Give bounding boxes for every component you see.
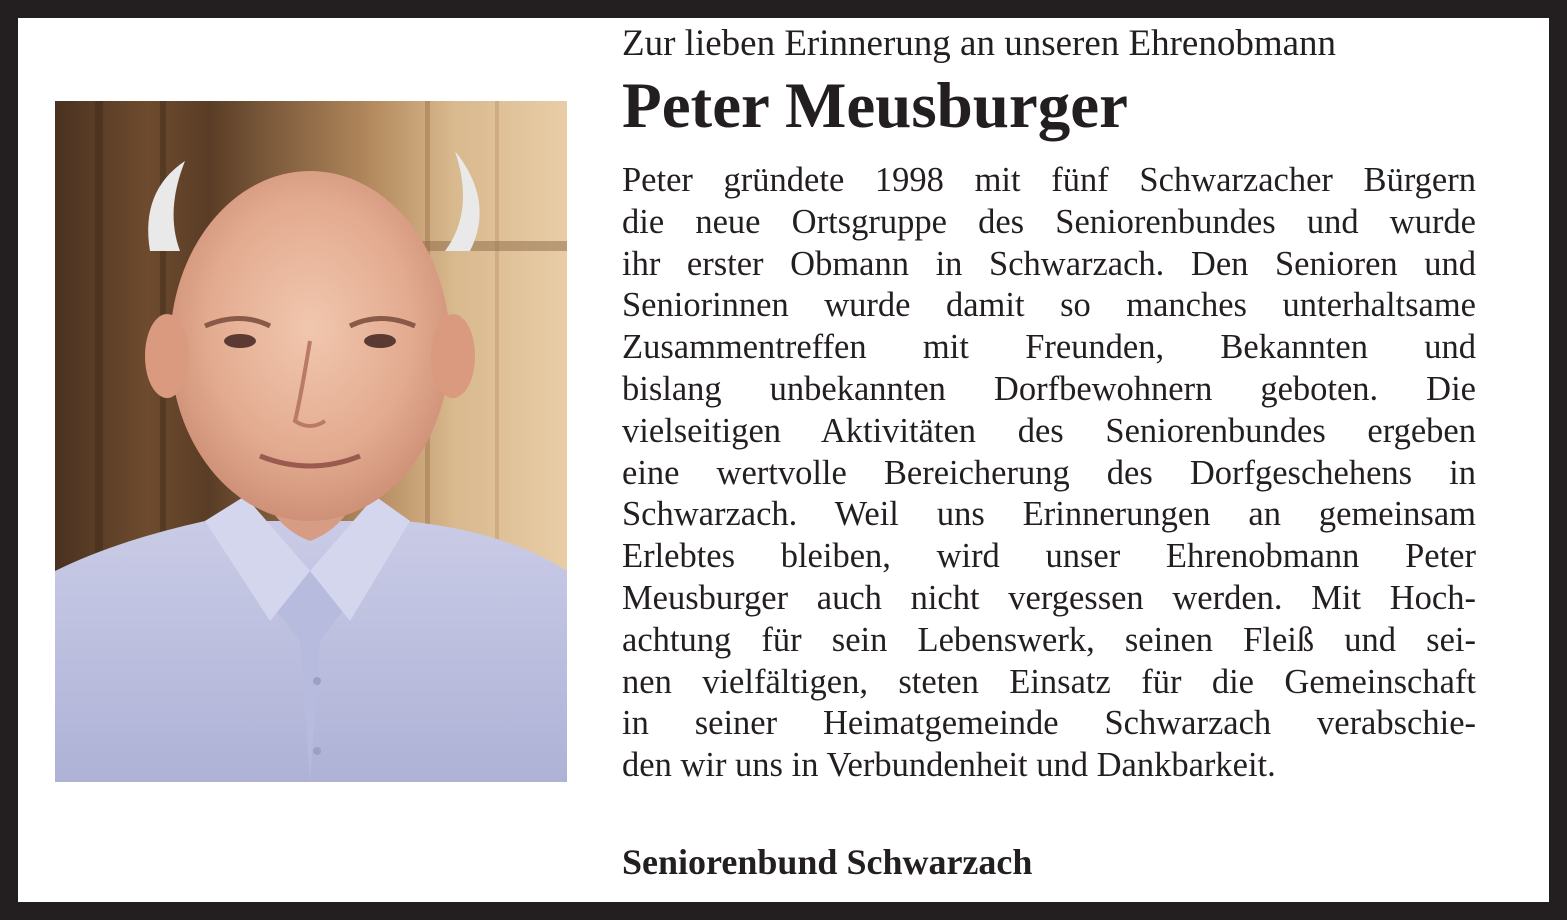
notice-text-column <box>622 22 1476 787</box>
deceased-name: Peter Meusburger <box>622 70 1128 142</box>
notice-body <box>622 160 1476 787</box>
body-line: Zusammentreffen mit Freunden, Bekannten und <box>622 328 1476 367</box>
body-line: Meusburger auch nicht vergessen werden. Mit Hoch- <box>622 578 1476 617</box>
body-line: vielseitigen Aktivitäten des Seniorenbundes ergeben <box>622 411 1476 450</box>
body-line: bislang unbekannten Dorfbewohnern geboten. Die <box>622 369 1476 408</box>
body-line: die neue Ortsgruppe des Seniorenbundes und wurde <box>622 202 1476 241</box>
body-line: ihr erster Obmann in Schwarzach. Den Senioren und <box>622 244 1476 283</box>
body-line: nen vielfältigen, steten Einsatz für die Gemeinschaft <box>622 662 1476 701</box>
body-line: achtung für sein Lebenswerk, seinen Fleiß und sei- <box>622 620 1476 659</box>
notice-signature: Seniorenbund Schwarzach <box>622 842 1033 882</box>
body-line: den wir uns in Verbundenheit und Dankbarkeit. <box>622 746 1276 785</box>
body-line: Peter gründete 1998 mit fünf Schwarzacher Bürgern <box>622 161 1476 199</box>
body-line: Schwarzach. Weil uns Erinnerungen an gemeinsam <box>622 495 1476 534</box>
notice-intro: Zur lieben Erinnerung an unseren Ehrenobmann <box>622 23 1337 64</box>
portrait-photo <box>55 101 567 782</box>
body-line: eine wertvolle Bereicherung des Dorfgeschehens in <box>622 453 1476 492</box>
body-line: Erlebtes bleiben, wird unser Ehrenobmann Peter <box>622 537 1476 576</box>
portrait-image <box>55 101 567 782</box>
body-line: in seiner Heimatgemeinde Schwarzach verabschie- <box>622 704 1476 743</box>
body-line: Seniorinnen wurde damit so manches unterhaltsame <box>622 286 1476 325</box>
